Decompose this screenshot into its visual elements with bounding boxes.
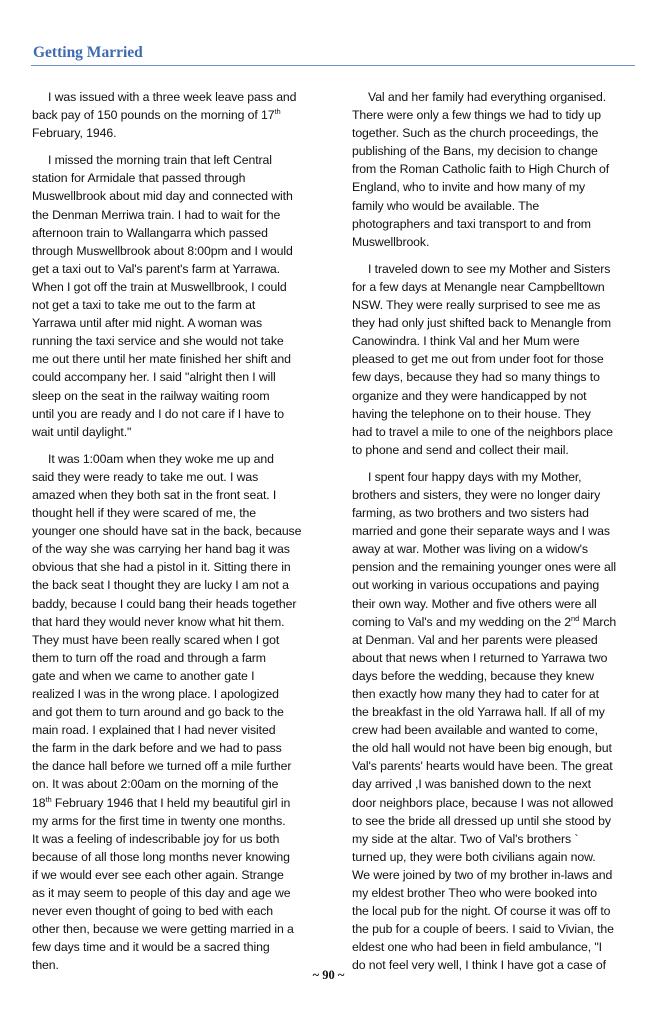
- paragraph: I spent four happy days with my Mother, brothers and sisters, they were no longer dairy farming, as two brothers and two sisters had married and gone their separate ways and I was away at war. Mother was living on a widow's pension and the remaining younger ones were all out working in various occupations and paying their own way. Mother and five others were all coming to Val's and my wedding on the 2nd March at Denman. Val and her parents were pleased about that news when I returned to Yarrawa two days before the wedding, because they knew then exactly how many they had to cater for at the breakfast in the old Yarrawa hall. If all of my crew had been available and wanted to come, the old hall would not have been big enough, but Val's parents' hearts would have been. The great day arrived ,I was banished down to the next door neighbors place, because I was not allowed to see the bride all dressed up until she stood by my side at the altar. Two of Val's brothers ` turned up, they were both civilians again now. We were joined by two of my brother in-laws and my eldest brother Theo who were booked into the local pub for the night. Of course it was off to the pub for a couple of beers. I said to Vivian, the eldest one who had been in field ambulance, "I do not feel very well, I think I have got a case of: [352, 469, 617, 973]
- right-text-column: [352, 88, 634, 984]
- page-number: ~ 90 ~: [312, 968, 345, 982]
- paragraph: Val and her family had everything organised. There were only a few things we had to tidy up together. Such as the church proceedings, the publishing of the Bans, my decision to change from the Roman Catholic faith to High Church of England, who to invite and how many of my family who would be available. The photographers and taxi transport to and from Muswellbrook.: [352, 90, 610, 249]
- left-text-column: [32, 88, 314, 984]
- header-divider: [31, 65, 635, 66]
- paragraph: It was 1:00am when they woke me up and said they were ready to take me out. I was amazed when they both sat in the front seat. I thought hell if they were scared of me, the younger one should have sat in the back, because of the way she was carrying her hand bag it was obvious that she had a pistol in it. Sitting there in the back seat I thought they are lucky I am not a baddy, because I could bang their heads together that hard they would never know what hit them. They must have been really scared when I got them to turn off the road and through a farm gate and when we came to another gate I realized I was in the wrong place. I apologized and got them to turn around and go back to the main road. I explained that I had never visited the farm in the dark before and we had to pass the dance hall before we turned off a mile further on. It was about 2:00am on the morning of the 18th February 1946 that I held my beautiful girl in my arms for the first time in twenty one months. It was a feeling of indescribable joy for us both because of all those long months never knowing if we would ever see each other again. Strange as it may seem to people of this day and age we never even thought of going to bed with each other then, because we were getting married in a few days time and it would be a sacred thing then.: [32, 451, 302, 973]
- paragraph: I was issued with a three week leave pass and back pay of 150 pounds on the morning of 17th February, 1946.: [32, 90, 297, 141]
- paragraph: I missed the morning train that left Central station for Armidale that passed through Muswellbrook about mid day and connected with the Denman Merriwa train. I had to wait for the afternoon train to Wallangarra which passed through Muswellbrook about 8:00pm and I would get a taxi out to Val's parent's farm at Yarrawa. When I got off the train at Muswellbrook, I could not get a taxi to take me out to the farm at Yarrawa until after mid night. A woman was running the taxi service and she would not take me out there until her mate finished her shift and could accompany her. I said "alright then I will sleep on the seat in the railway waiting room until you are ready and I do not care if I have to wait until daylight.": [32, 153, 293, 439]
- paragraph: I traveled down to see my Mother and Sisters for a few days at Menangle near Campbelltown NSW. They were really surprised to see me as they had only just shifted back to Menangle from Canowindra. I think Val and her Mum were pleased to get me out from under foot for those few days, because they had so many things to organize and they were handicapped by not having the telephone on to their house. They had to travel a mile to one of the neighbors place to phone and send and collect their mail.: [352, 261, 613, 457]
- page-header-title: Getting Married: [33, 44, 143, 61]
